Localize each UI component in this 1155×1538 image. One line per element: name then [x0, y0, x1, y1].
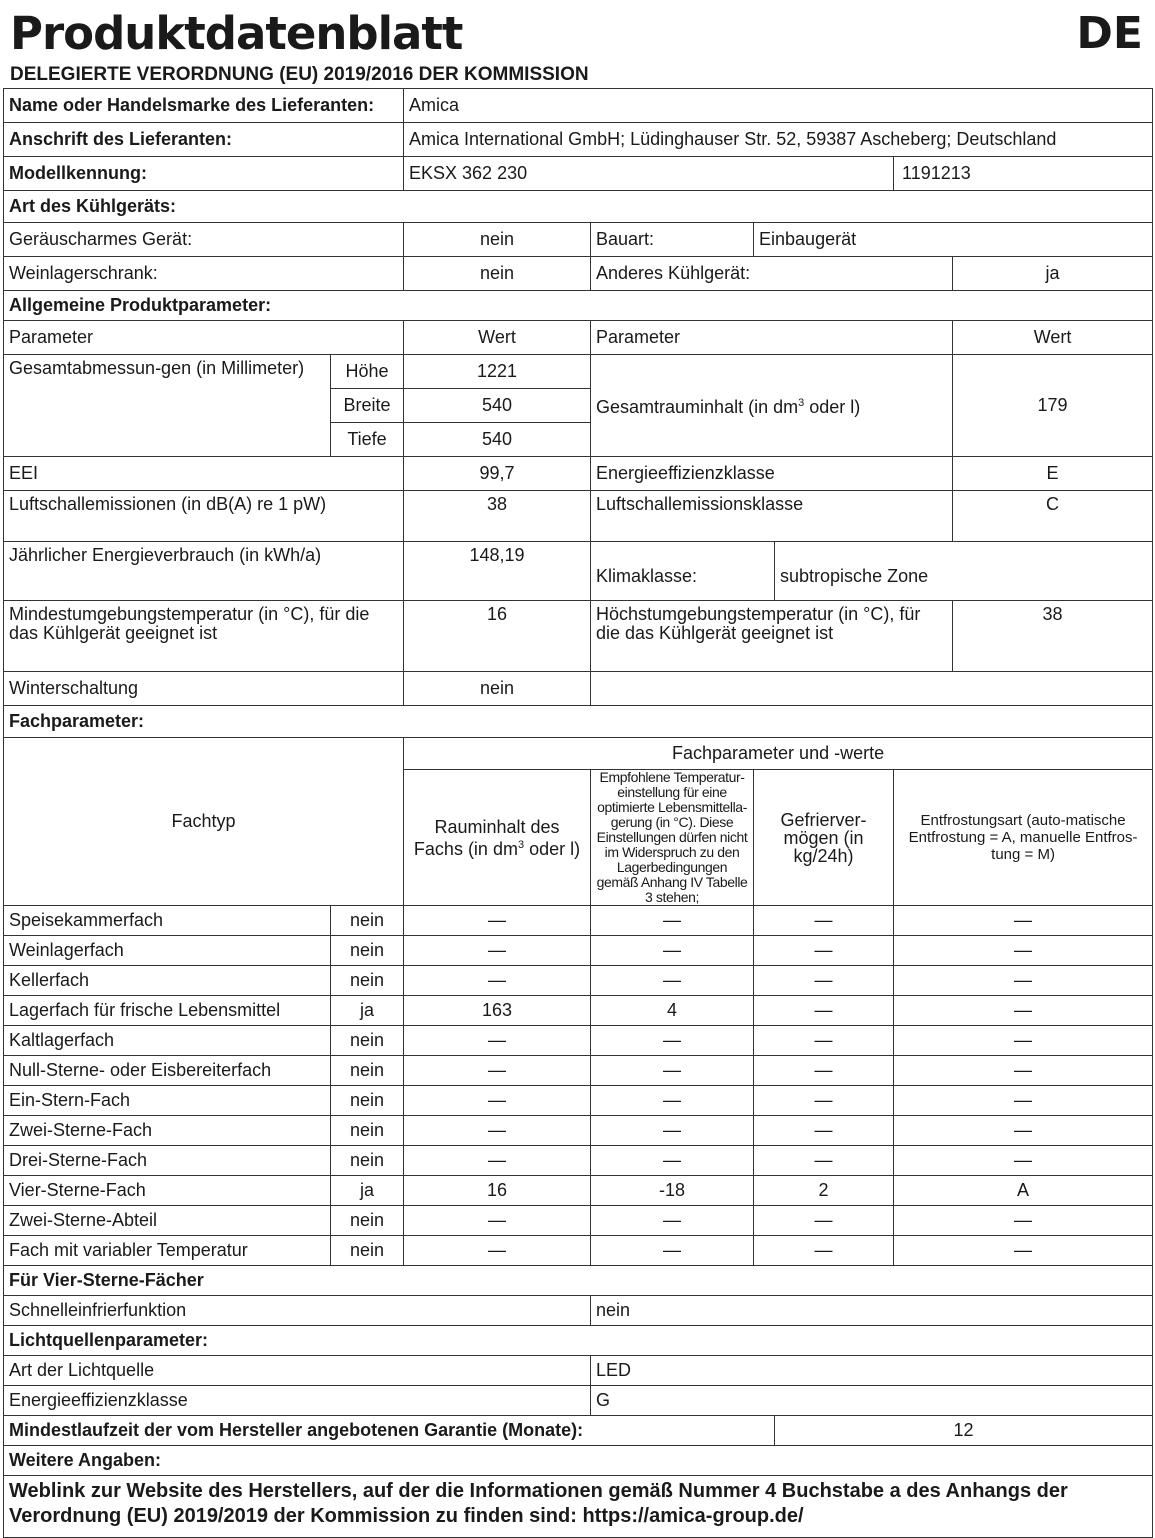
supplier-address-value: Amica International GmbH; Lüdinghauser Str. 52, 59387 Ascheberg; Deutschland — [404, 123, 1153, 157]
compartment-freeze: — — [754, 1116, 894, 1146]
light-class-label: Energieeffizienzklasse — [4, 1386, 591, 1416]
compartment-defrost-header: Entfrostungsart (auto-matische Entfrostung = A, manuelle Entfros-tung = M) — [894, 770, 1153, 906]
noise-row — [4, 491, 1153, 542]
quiet-row — [4, 223, 1153, 257]
noise-class-label: Luftschallemissionsklasse — [591, 491, 953, 542]
light-type-row — [4, 1356, 1153, 1386]
width-value: 540 — [404, 389, 591, 423]
winter-empty — [591, 672, 1153, 706]
compartment-defrost: — — [894, 996, 1153, 1026]
compartment-present: nein — [331, 1116, 404, 1146]
compartment-row — [4, 936, 1153, 966]
temperature-row — [4, 601, 1153, 672]
compartment-present: ja — [331, 996, 404, 1026]
compartment-row — [4, 1146, 1153, 1176]
compartment-name: Weinlagerfach — [4, 936, 331, 966]
compartment-name: Null-Sterne- oder Eisbereiterfach — [4, 1056, 331, 1086]
compartment-type-header: Fachtyp — [4, 738, 404, 906]
compartment-row — [4, 1116, 1153, 1146]
four-star-section-heading: Für Vier-Sterne-Fächer — [4, 1266, 1153, 1296]
compartment-freeze-header: Gefrierver-mögen (in kg/24h) — [754, 770, 894, 906]
compartment-name: Zwei-Sterne-Fach — [4, 1116, 331, 1146]
compartment-defrost: — — [894, 1236, 1153, 1266]
compartment-volume: — — [404, 1116, 591, 1146]
light-type-label: Art der Lichtquelle — [4, 1356, 591, 1386]
total-volume-label: Gesamtrauminhalt (in $dm^3$ oder l) — [591, 355, 953, 457]
compartment-row — [4, 1236, 1153, 1266]
weblink-row — [4, 1476, 1153, 1538]
quick-freeze-label: Schnelleinfrierfunktion — [4, 1296, 591, 1326]
supplier-address-label: Anschrift des Lieferanten: — [4, 123, 404, 157]
warranty-row — [4, 1416, 1153, 1446]
compartment-temp-header: Empfohlene Temperatur-einstellung für eine optimierte Lebensmittella-gerung (in °C). Diese Einstellungen dürfen nicht im Widerspruch zu den Lagerbedingungen gemäß Anhang IV Tabelle 3 stehen; — [591, 770, 754, 906]
winter-value: nein — [404, 672, 591, 706]
compartment-freeze: — — [754, 1206, 894, 1236]
supplier-address-row — [4, 123, 1153, 157]
climate-value: subtropische Zone — [775, 542, 1153, 601]
light-type-value: LED — [591, 1356, 1153, 1386]
value-header-right: Wert — [953, 321, 1153, 355]
compartment-defrost: — — [894, 1026, 1153, 1056]
compartment-name: Ein-Stern-Fach — [4, 1086, 331, 1116]
compartment-present: nein — [331, 1236, 404, 1266]
min-temp-value: 16 — [404, 601, 591, 672]
compartment-present: nein — [331, 966, 404, 996]
winter-label: Winterschaltung — [4, 672, 404, 706]
quick-freeze-value: nein — [591, 1296, 1153, 1326]
height-value: 1221 — [404, 355, 591, 389]
compartment-volume: — — [404, 1206, 591, 1236]
compartment-volume-header: Rauminhalt des Fachs (in $dm^3$ oder l) — [404, 770, 591, 906]
model-number: 1191213 — [894, 157, 1153, 191]
compartment-temp: — — [591, 1056, 754, 1086]
compartment-volume: — — [404, 1236, 591, 1266]
compartment-row — [4, 906, 1153, 936]
model-value: EKSX 362 230 — [404, 157, 894, 191]
compartment-volume: — — [404, 1026, 591, 1056]
data-sheet-table — [3, 88, 1153, 1538]
compartment-present: nein — [331, 936, 404, 966]
param-header-left: Parameter — [4, 321, 404, 355]
compartment-freeze: — — [754, 1086, 894, 1116]
compartment-name: Zwei-Sterne-Abteil — [4, 1206, 331, 1236]
wine-value: nein — [404, 257, 591, 291]
compartment-name: Speisekammerfach — [4, 906, 331, 936]
compartment-temp: — — [591, 936, 754, 966]
wine-row — [4, 257, 1153, 291]
compartment-freeze: — — [754, 936, 894, 966]
compartment-name: Kaltlagerfach — [4, 1026, 331, 1056]
compartment-defrost: — — [894, 1116, 1153, 1146]
compartment-present: nein — [331, 906, 404, 936]
height-row — [4, 355, 1153, 389]
compartment-freeze: — — [754, 1026, 894, 1056]
compartment-name: Drei-Sterne-Fach — [4, 1146, 331, 1176]
warranty-value: 12 — [775, 1416, 1153, 1446]
compartment-temp: — — [591, 1206, 754, 1236]
more-section-heading: Weitere Angaben: — [4, 1446, 1153, 1476]
quiet-label: Geräuscharmes Gerät: — [4, 223, 404, 257]
annual-energy-label: Jährlicher Energieverbrauch (in kWh/a) — [4, 542, 404, 601]
compartment-temp: -18 — [591, 1176, 754, 1206]
build-label: Bauart: — [591, 223, 754, 257]
compartment-defrost: — — [894, 906, 1153, 936]
compartment-volume: — — [404, 1086, 591, 1116]
compartment-section-row — [4, 706, 1153, 738]
compartment-volume: — — [404, 1146, 591, 1176]
regulation-subtitle: DELEGIERTE VERORDNUNG (EU) 2019/2016 DER KOMMISSION — [10, 64, 589, 85]
winter-row — [4, 672, 1153, 706]
type-section-heading: Art des Kühlgeräts: — [4, 191, 1153, 223]
general-header-row — [4, 321, 1153, 355]
other-value: ja — [953, 257, 1153, 291]
supplier-name-value: Amica — [404, 89, 1153, 123]
other-label: Anderes Kühlgerät: — [591, 257, 953, 291]
compartment-present: nein — [331, 1146, 404, 1176]
compartment-volume: — — [404, 966, 591, 996]
compartment-defrost: A — [894, 1176, 1153, 1206]
dimensions-label: Gesamtabmessun-gen (in Millimeter) — [4, 355, 331, 457]
compartment-section-heading: Fachparameter: — [4, 706, 1153, 738]
compartment-row — [4, 966, 1153, 996]
compartment-temp: — — [591, 1086, 754, 1116]
model-label: Modellkennung: — [4, 157, 404, 191]
title-row — [8, 4, 1147, 64]
compartment-name: Fach mit variabler Temperatur — [4, 1236, 331, 1266]
compartment-defrost: — — [894, 1206, 1153, 1236]
noise-label: Luftschallemissionen (in dB(A) re 1 pW) — [4, 491, 404, 542]
more-section-row — [4, 1446, 1153, 1476]
compartment-temp: — — [591, 1146, 754, 1176]
total-volume-value: 179 — [953, 355, 1153, 457]
compartment-group-header: Fachparameter und -werte — [404, 738, 1153, 770]
weblink-text: Weblink zur Website des Herstellers, auf der die Informationen gemäß Nummer 4 Buchstabe a des Anhangs der Verordnung (EU) 2019/2019 der Kommission zu finden sind: https://amica-group.de/ — [4, 1476, 1153, 1538]
compartment-name: Vier-Sterne-Fach — [4, 1176, 331, 1206]
compartment-temp: — — [591, 1116, 754, 1146]
energy-row — [4, 542, 1153, 601]
compartment-temp: 4 — [591, 996, 754, 1026]
width-label: Breite — [331, 389, 404, 423]
value-header-left: Wert — [404, 321, 591, 355]
height-label: Höhe — [331, 355, 404, 389]
eei-value: 99,7 — [404, 457, 591, 491]
general-section-row — [4, 291, 1153, 321]
compartment-temp: — — [591, 966, 754, 996]
compartment-present: nein — [331, 1206, 404, 1236]
max-temp-label: Höchstumgebungstemperatur (in °C), für die das Kühlgerät geeignet ist — [591, 601, 953, 672]
quick-freeze-row — [4, 1296, 1153, 1326]
min-temp-label: Mindestumgebungstemperatur (in °C), für die das Kühlgerät geeignet ist — [4, 601, 404, 672]
compartment-freeze: — — [754, 1146, 894, 1176]
param-header-right: Parameter — [591, 321, 953, 355]
compartment-freeze: — — [754, 966, 894, 996]
light-section-heading: Lichtquellenparameter: — [4, 1326, 1153, 1356]
light-class-value: G — [591, 1386, 1153, 1416]
noise-class-value: C — [953, 491, 1153, 542]
compartment-freeze: 2 — [754, 1176, 894, 1206]
compartment-defrost: — — [894, 1146, 1153, 1176]
wine-label: Weinlagerschrank: — [4, 257, 404, 291]
compartment-present: nein — [331, 1056, 404, 1086]
eei-label: EEI — [4, 457, 404, 491]
compartment-name: Lagerfach für frische Lebensmittel — [4, 996, 331, 1026]
compartment-volume: — — [404, 906, 591, 936]
compartment-volume: 163 — [404, 996, 591, 1026]
compartment-freeze: — — [754, 1056, 894, 1086]
light-section-row — [4, 1326, 1153, 1356]
depth-label: Tiefe — [331, 423, 404, 457]
compartment-volume: — — [404, 936, 591, 966]
supplier-name-row — [4, 89, 1153, 123]
compartment-present: ja — [331, 1176, 404, 1206]
compartment-row — [4, 1176, 1153, 1206]
annual-energy-value: 148,19 — [404, 542, 591, 601]
compartment-freeze: — — [754, 906, 894, 936]
compartment-freeze: — — [754, 1236, 894, 1266]
noise-value: 38 — [404, 491, 591, 542]
compartment-defrost: — — [894, 1086, 1153, 1116]
supplier-name-label: Name oder Handelsmarke des Lieferanten: — [4, 89, 404, 123]
energy-class-value: E — [953, 457, 1153, 491]
eei-row — [4, 457, 1153, 491]
model-row — [4, 157, 1153, 191]
compartment-row — [4, 1026, 1153, 1056]
compartment-group-header-row — [4, 738, 1153, 770]
light-class-row — [4, 1386, 1153, 1416]
four-star-section-row — [4, 1266, 1153, 1296]
compartment-name: Kellerfach — [4, 966, 331, 996]
depth-value: 540 — [404, 423, 591, 457]
climate-label: Klimaklasse: — [591, 542, 775, 601]
compartment-temp: — — [591, 1026, 754, 1056]
language-code: DE — [1076, 8, 1143, 59]
compartment-volume: 16 — [404, 1176, 591, 1206]
compartment-row — [4, 996, 1153, 1026]
compartment-defrost: — — [894, 966, 1153, 996]
page-title: Produktdatenblatt — [10, 7, 463, 60]
max-temp-value: 38 — [953, 601, 1153, 672]
compartment-row — [4, 1206, 1153, 1236]
compartment-freeze: — — [754, 996, 894, 1026]
compartment-temp: — — [591, 906, 754, 936]
compartment-present: nein — [331, 1086, 404, 1116]
compartment-defrost: — — [894, 936, 1153, 966]
type-section-row — [4, 191, 1153, 223]
warranty-label: Mindestlaufzeit der vom Hersteller angebotenen Garantie (Monate): — [4, 1416, 775, 1446]
compartment-present: nein — [331, 1026, 404, 1056]
compartment-volume: — — [404, 1056, 591, 1086]
compartment-row — [4, 1086, 1153, 1116]
compartment-temp: — — [591, 1236, 754, 1266]
energy-class-label: Energieeffizienzklasse — [591, 457, 953, 491]
compartment-defrost: — — [894, 1056, 1153, 1086]
build-value: Einbaugerät — [754, 223, 1153, 257]
general-section-heading: Allgemeine Produktparameter: — [4, 291, 1153, 321]
quiet-value: nein — [404, 223, 591, 257]
compartment-row — [4, 1056, 1153, 1086]
